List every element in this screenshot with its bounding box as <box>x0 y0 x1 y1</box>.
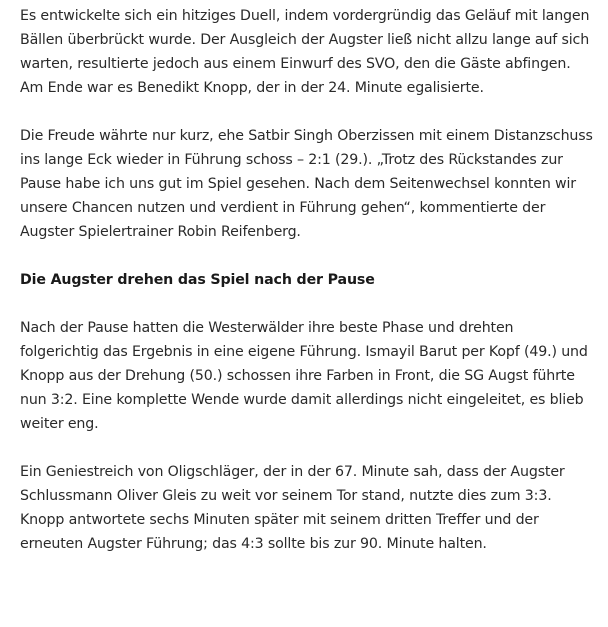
paragraph-turnaround: Nach der Pause hatten die Westerwälder ihre beste Phase und drehten folgerichtig das Ergebnis in eine eigene Führung. Ismayil Barut per Kopf (49.) und Knopp aus der Drehung (50.) schossen ihre Farben in Front, die SG Augst führte nun 3:2. Eine komplette Wende wurde damit allerdings nicht eingeleitet, es blieb weiter eng. <box>20 320 588 432</box>
paragraph-second-goal: Die Freude währte nur kurz, ehe Satbir Singh Oberzissen mit einem Distanzschuss ins lange Eck wieder in Führung schoss – 2:1 (29.). „Trotz des Rückstandes zur Pause habe ich uns gut im Spiel gesehen. Nach dem Seitenwechsel konnten wir unsere Chancen nutzen und verdient in Führung gehen“, kommentierte der Augster Spielertrainer Robin Reifenberg. <box>20 128 593 240</box>
paragraph-final-goals: Ein Geniestreich von Oligschläger, der in der 67. Minute sah, dass der Augster Schlussmann Oliver Gleis zu weit vor seinem Tor stand, nutzte dies zum 3:3. Knopp antwortete sechs Minuten später mit seinem dritten Treffer und der erneuten Augster Führung; das 4:3 sollte bis zur 90. Minute halten. <box>20 464 565 552</box>
article-body <box>20 4 595 580</box>
paragraph-equalizer: Es entwickelte sich ein hitziges Duell, indem vordergründig das Geläuf mit langen Bällen überbrückt wurde. Der Ausgleich der Augster ließ nicht allzu lange auf sich warten, resultierte jedoch aus einem Einwurf des SVO, den die Gäste abfingen. Am Ende war es Benedikt Knopp, der in der 24. Minute egalisierte. <box>20 8 590 96</box>
section-subheading: Die Augster drehen das Spiel nach der Pause <box>20 272 375 288</box>
